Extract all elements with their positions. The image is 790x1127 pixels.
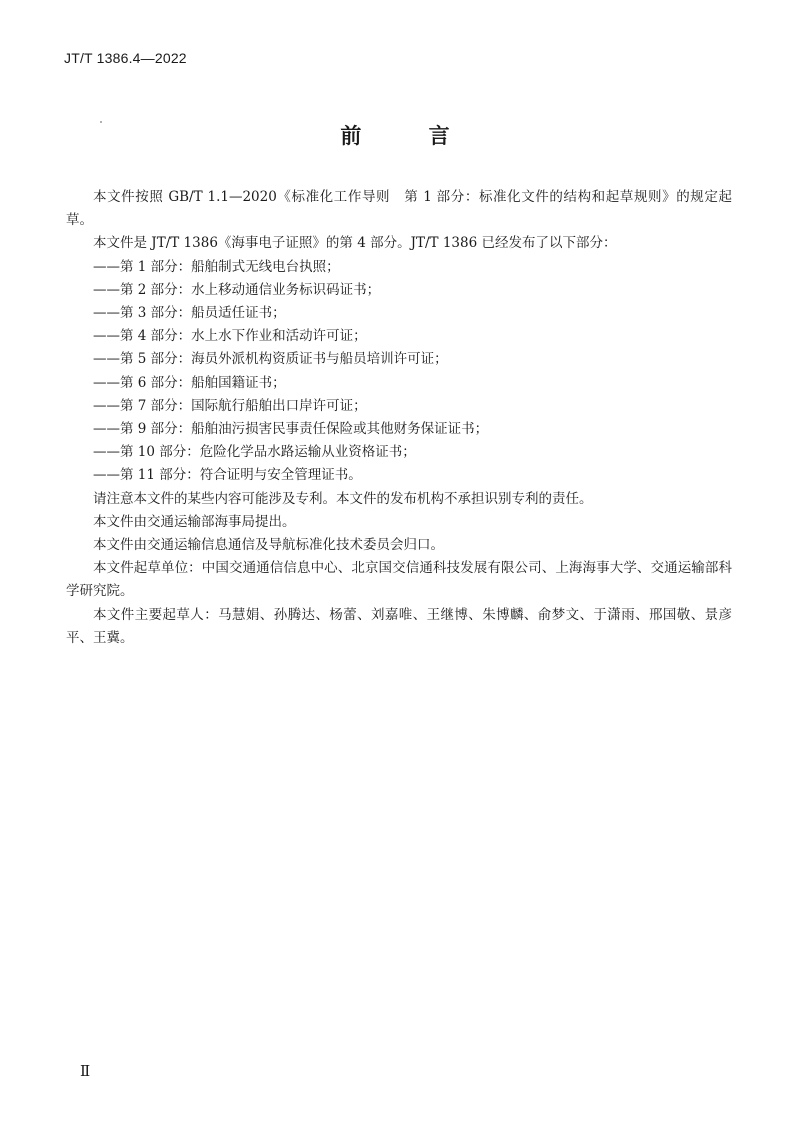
paragraph-drafting-units: 本文件起草单位：中国交通通信信息中心、北京国交信通科技发展有限公司、上海海事大学、交通运输部科学研究院。 <box>66 560 732 600</box>
standard-code: JT/T 1386.4—2022 <box>64 50 187 66</box>
list-item-part-6: ——第 6 部分：船舶国籍证书； <box>93 374 286 391</box>
paragraph-patent-notice: 请注意本文件的某些内容可能涉及专利。本文件的发布机构不承担识别专利的责任。 <box>93 490 593 507</box>
list-item-part-1: ——第 1 部分：船舶制式无线电台执照； <box>93 258 340 275</box>
foreword-body <box>66 186 732 650</box>
list-item-part-9: ——第 9 部分：船舶油污损害民事责任保险或其他财务保证证书； <box>93 421 489 438</box>
page-number: Ⅱ <box>80 1062 91 1080</box>
list-item-part-5: ——第 5 部分：海员外派机构资质证书与船员培训许可证； <box>93 351 448 368</box>
paragraph-drafters: 本文件主要起草人：马慧娟、孙腾达、杨蕾、刘嘉唯、王继博、朱博麟、俞梦文、于潇雨、邢国敬、景彦平、王冀。 <box>66 606 732 646</box>
list-item-part-4: ——第 4 部分：水上水下作业和活动许可证； <box>93 328 367 345</box>
page-title: 前 言 <box>340 124 480 148</box>
paragraph-proposer: 本文件由交通运输部海事局提出。 <box>93 513 296 530</box>
list-item-part-2: ——第 2 部分：水上移动通信业务标识码证书； <box>93 281 381 298</box>
paragraph-drafting-basis: 本文件按照 GB/T 1.1—2020《标准化工作导则 第 1 部分：标准化文件的结构和起草规则》的规定起草。 <box>66 189 732 229</box>
list-item-part-10: ——第 10 部分：危险化学品水路运输从业资格证书； <box>93 444 416 461</box>
list-item-part-3: ——第 3 部分：船员适任证书； <box>93 305 286 322</box>
paragraph-series-intro: 本文件是 JT/T 1386《海事电子证照》的第 4 部分。JT/T 1386 已经发布了以下部分： <box>93 235 617 252</box>
list-item-part-11: ——第 11 部分：符合证明与安全管理证书。 <box>93 467 362 484</box>
paragraph-committee: 本文件由交通运输信息通信及导航标准化技术委员会归口。 <box>93 537 444 554</box>
list-item-part-7: ——第 7 部分：国际航行船舶出口岸许可证； <box>93 397 367 414</box>
